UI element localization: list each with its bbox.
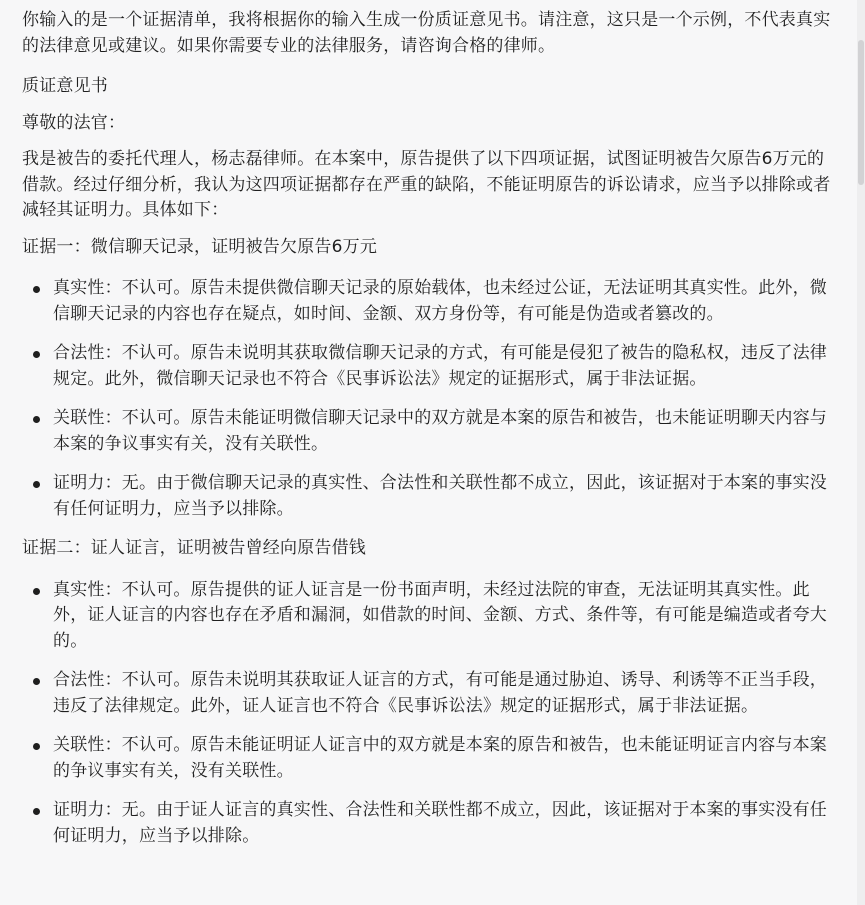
bullet-icon (33, 678, 40, 685)
evidence-1-title: 证据一：微信聊天记录，证明被告欠原告6万元 (22, 236, 378, 257)
bullet-icon (33, 481, 40, 488)
bullet-icon (33, 743, 40, 750)
list-item-text: 合法性：不认可。原告未说明其获取微信聊天记录的方式，有可能是侵犯了被告的隐私权，违反了法律规定。此外，微信聊天记录也不符合《民事诉讼法》规定的证据形式，属于非法证据。 (53, 343, 827, 389)
list-item-text: 关联性：不认可。原告未能证明微信聊天记录中的双方就是本案的原告和被告，也未能证明聊天内容与本案的争议事实有关，没有关联性。 (53, 408, 827, 454)
list-item (22, 668, 835, 719)
list-item-text: 关联性：不认可。原告未能证明证人证言中的双方就是本案的原告和被告，也未能证明证言内容与本案的争议事实有关，没有关联性。 (53, 735, 827, 781)
intro-paragraph: 你输入的是一个证据清单，我将根据你的输入生成一份质证意见书。请注意，这只是一个示例，不代表真实的法律意见或建议。如果你需要专业的法律服务，请咨询合格的律师。 (22, 10, 831, 56)
list-item-text: 合法性：不认可。原告未说明其获取证人证言的方式，有可能是通过胁迫、诱导、利诱等不正当手段，违反了法律规定。此外，证人证言也不符合《民事诉讼法》规定的证据形式，属于非法证据。 (53, 670, 827, 716)
list-item-text: 证明力：无。由于微信聊天记录的真实性、合法性和关联性都不成立，因此，该证据对于本案的事实没有任何证明力，应当予以排除。 (53, 473, 827, 519)
list-item-text: 真实性：不认可。原告提供的证人证言是一份书面声明，未经过法院的审查，无法证明其真实性。此外，证人证言的内容也存在矛盾和漏洞，如借款的时间、金额、方式、条件等，有可能是编造或者夸大的。 (53, 579, 827, 651)
list-item (22, 406, 835, 457)
scrollbar-thumb[interactable] (858, 40, 864, 185)
opening-paragraph: 我是被告的委托代理人，杨志磊律师。在本案中，原告提供了以下四项证据，试图证明被告欠原告6万元的借款。经过仔细分析，我认为这四项证据都存在严重的缺陷，不能证明原告的诉讼请求，应当予以排除或者减轻其证明力。具体如下： (22, 149, 831, 220)
bullet-icon (33, 351, 40, 358)
bullet-icon (33, 808, 40, 815)
list-item (22, 471, 835, 522)
list-item (22, 341, 835, 392)
list-item (22, 276, 835, 327)
list-item-text: 证明力：无。由于证人证言的真实性、合法性和关联性都不成立，因此，该证据对于本案的事实没有任何证明力，应当予以排除。 (53, 800, 827, 846)
scrollbar-track[interactable] (857, 0, 865, 905)
bullet-icon (33, 588, 40, 595)
bullet-icon (33, 416, 40, 423)
bullet-icon (33, 286, 40, 293)
list-item-text: 真实性：不认可。原告未提供微信聊天记录的原始载体，也未经过公证，无法证明其真实性。此外，微信聊天记录的内容也存在疑点，如时间、金额、双方身份等，有可能是伪造或者篡改的。 (53, 278, 827, 324)
document-title: 质证意见书 (22, 76, 108, 96)
list-item (22, 798, 835, 849)
evidence-2-list (22, 578, 835, 850)
list-item (22, 578, 835, 655)
salutation: 尊敬的法官： (22, 112, 126, 133)
evidence-1-list (22, 276, 835, 522)
evidence-2-title: 证据二：证人证言，证明被告曾经向原告借钱 (22, 538, 366, 558)
list-item (22, 733, 835, 784)
